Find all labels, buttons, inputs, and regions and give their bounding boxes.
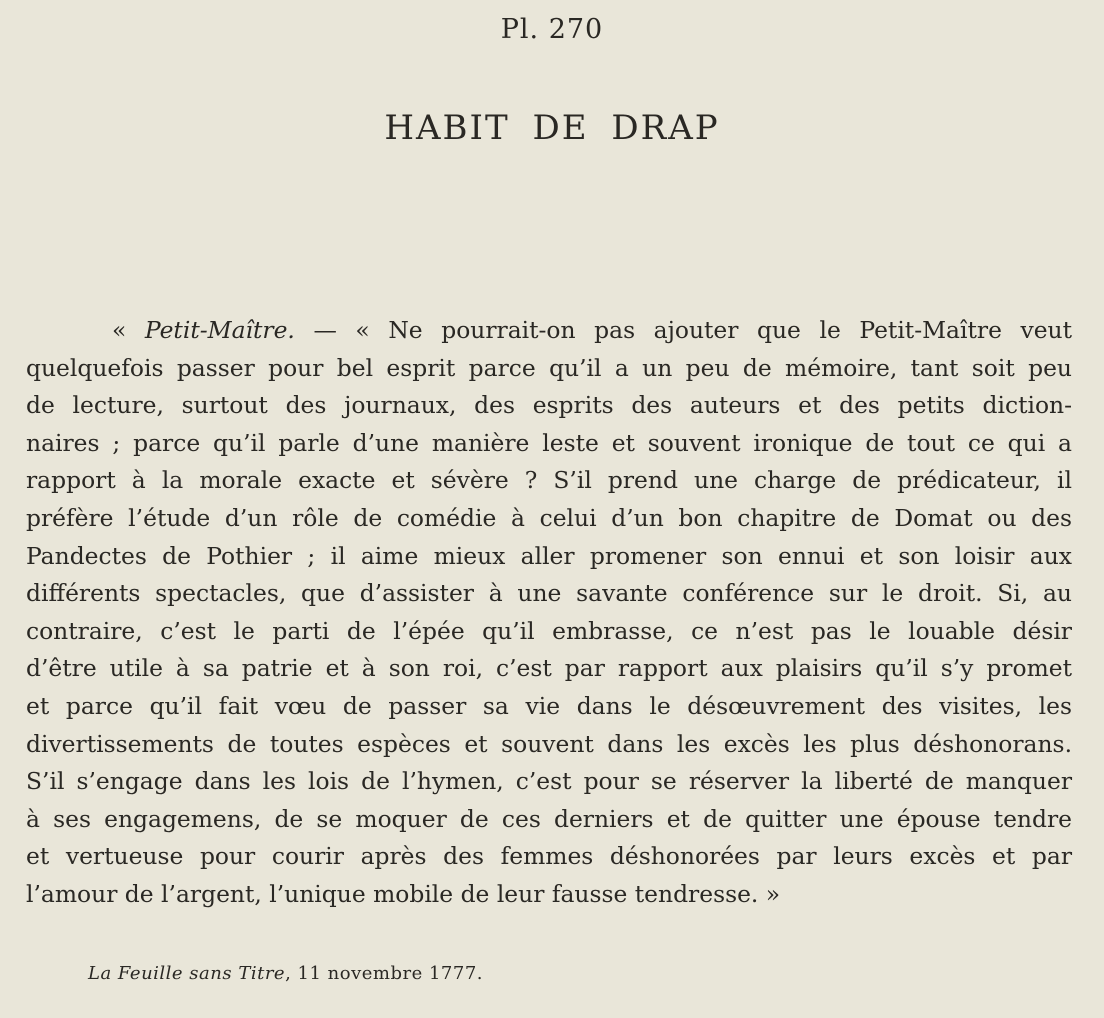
text-line: contraire, c’est le parti de l’épée qu’il embrasse, ce n’est pas le louable désir <box>26 616 1072 645</box>
publication-date: , 11 novembre 1777. <box>285 963 483 984</box>
page-title: HABIT DE DRAP <box>384 108 720 148</box>
text-line: préfère l’étude d’un rôle de comédie à celui d’un bon chapitre de Domat ou des <box>26 503 1072 532</box>
text-line: et vertueuse pour courir après des femmes déshonorées par leurs excès et par <box>26 842 1072 871</box>
text-line <box>26 312 1072 350</box>
term-italic: Petit-Maître. <box>144 316 295 344</box>
text-line-content: — « Ne pourrait-on pas ajouter que le Petit-Maître veut <box>313 316 1073 344</box>
text-line: de lecture, surtout des journaux, des esprits des auteurs et des petits diction- <box>26 391 1072 420</box>
source-citation <box>88 963 483 984</box>
quotation-paragraph <box>26 312 1072 914</box>
text-line: l’amour de l’argent, l’unique mobile de leur fausse tendresse. » <box>26 879 781 908</box>
publication-name: La Feuille sans Titre <box>88 963 286 984</box>
text-line: Pandectes de Pothier ; il aime mieux aller promener son ennui et son loisir aux <box>26 541 1072 570</box>
text-line: à ses engagemens, de se moquer de ces derniers et de quitter une épouse tendre <box>26 804 1072 833</box>
text-line: différents spectacles, que d’assister à une savante conférence sur le droit. Si, au <box>26 579 1072 608</box>
opening-quote: « <box>112 316 127 344</box>
plate-number: Pl. 270 <box>500 14 604 45</box>
text-line: divertissements de toutes espèces et souvent dans les excès les plus déshonorans. <box>26 729 1072 758</box>
text-line: naires ; parce qu’il parle d’une manière leste et souvent ironique de tout ce qui a <box>26 428 1072 457</box>
text-line: rapport à la morale exacte et sévère ? S’il prend une charge de prédicateur, il <box>26 466 1072 495</box>
text-line: S’il s’engage dans les lois de l’hymen, c’est pour se réserver la liberté de manquer <box>26 767 1072 796</box>
text-line: d’être utile à sa patrie et à son roi, c’est par rapport aux plaisirs qu’il s’y promet <box>26 654 1072 683</box>
text-line: et parce qu’il fait vœu de passer sa vie dans le désœuvrement des visites, les <box>26 691 1072 720</box>
text-line: quelquefois passer pour bel esprit parce qu’il a un peu de mémoire, tant soit peu <box>26 353 1072 382</box>
